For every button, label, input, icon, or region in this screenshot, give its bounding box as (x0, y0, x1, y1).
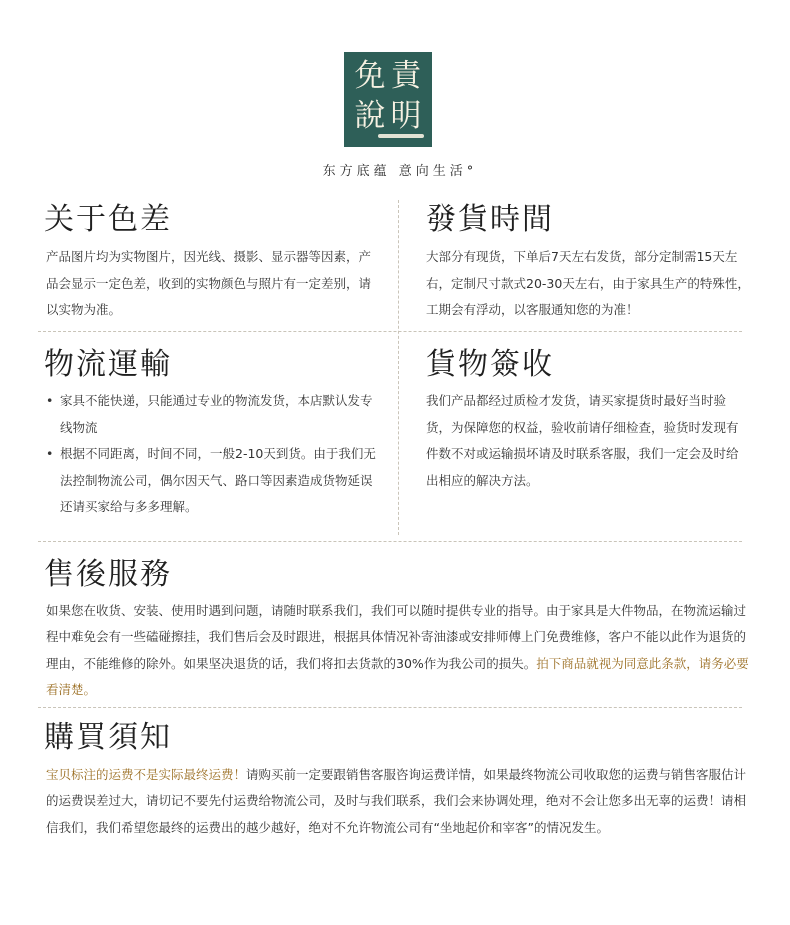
purchase-notice-title: 購買須知 (44, 720, 172, 755)
column-divider (398, 200, 399, 535)
brand-slogan: 东方底蕴 意向生活° (322, 164, 478, 179)
receipt-text: 我们产品都经过质检才发货，请买家提货时最好当时验货，为保障您的权益，验收前请仔细检查，验货时发现有件数不对或运输损坏请及时联系客服，我们一定会及时给出相应的解决方法。 (426, 393, 739, 488)
logistics-list (46, 388, 382, 521)
after-sales-title: 售後服務 (44, 557, 172, 592)
row-divider-3 (38, 707, 742, 708)
logo-char-2: 責 (390, 58, 422, 94)
delivery-time-title: 發貨時間 (426, 202, 554, 237)
color-difference-title: 关于色差 (44, 202, 172, 237)
logo-char-1: 免 (354, 58, 386, 94)
purchase-notice-text (46, 762, 758, 841)
after-sales-body: 如果您在收货、安装、使用时遇到问题，请随时联系我们，我们可以随时提供专业的指导。由于家具是大件物品，在物流运输过程中难免会有一些磕碰擦挂，我们售后会及时跟进，根据具体情况补寄油漆或安排师傅上门免费维修，客户不能以此作为退货的理由，不能维修的除外。如果坚决退货的话，我们将扣去货款的30%作为我公司的损失。 (46, 603, 747, 671)
logistics-bullet-2-text: 根据不同距离，时间不同，一般2-10天到货。由于我们无法控制物流公司，偶尔因天气、路口等因素造成货物延误还请买家给与多多理解。 (60, 446, 376, 514)
row-divider-2 (38, 541, 742, 542)
logo-wave-decoration (378, 134, 424, 138)
bullet-dot-1: • (46, 393, 54, 408)
logo-char-4: 明 (390, 98, 422, 134)
color-difference-text: 产品图片均为实物图片，因光线、摄影、显示器等因素，产品会显示一定色差，收到的实物颜色与照片有一定差别，请以实物为准。 (46, 249, 372, 317)
delivery-time-text: 大部分有现货，下单后7天左右发货，部分定制需15天左右，定制尺寸款式20-30天左右，由于家具生产的特殊性，工期会有浮动，以客服通知您的为准！ (426, 249, 750, 317)
after-sales-highlight: 拍下商品就视为同意此条款，请务必要看清楚。 (46, 655, 749, 697)
receipt-title: 貨物簽收 (426, 347, 554, 382)
purchase-notice-body: 请购买前一定要跟销售客服咨询运费详情，如果最终物流公司收取您的运费与销售客服估计的运费误差过大，请切记不要先付运费给物流公司，及时与我们联系，我们会来协调处理，绝对不会让您多出无辜的运费！请相信我们，我们希望您最终的运费出的越少越好，绝对不允许物流公司有“坐地起价和宰客”的情况发生。 (46, 767, 747, 835)
logo-char-3: 說 (354, 98, 386, 134)
logistics-bullet-1 (46, 388, 382, 441)
row-divider-1 (38, 331, 742, 332)
logistics-bullet-1-text: 家具不能快递，只能通过专业的物流发货，本店默认发专线物流 (60, 393, 373, 435)
logistics-bullet-2 (46, 441, 382, 521)
logistics-title: 物流運輸 (44, 347, 172, 382)
bullet-dot-2: • (46, 446, 54, 461)
purchase-notice-highlight: 宝贝标注的运费不是实际最终运费！ (46, 767, 247, 782)
disclaimer-logo (344, 52, 432, 147)
after-sales-text (46, 598, 758, 703)
